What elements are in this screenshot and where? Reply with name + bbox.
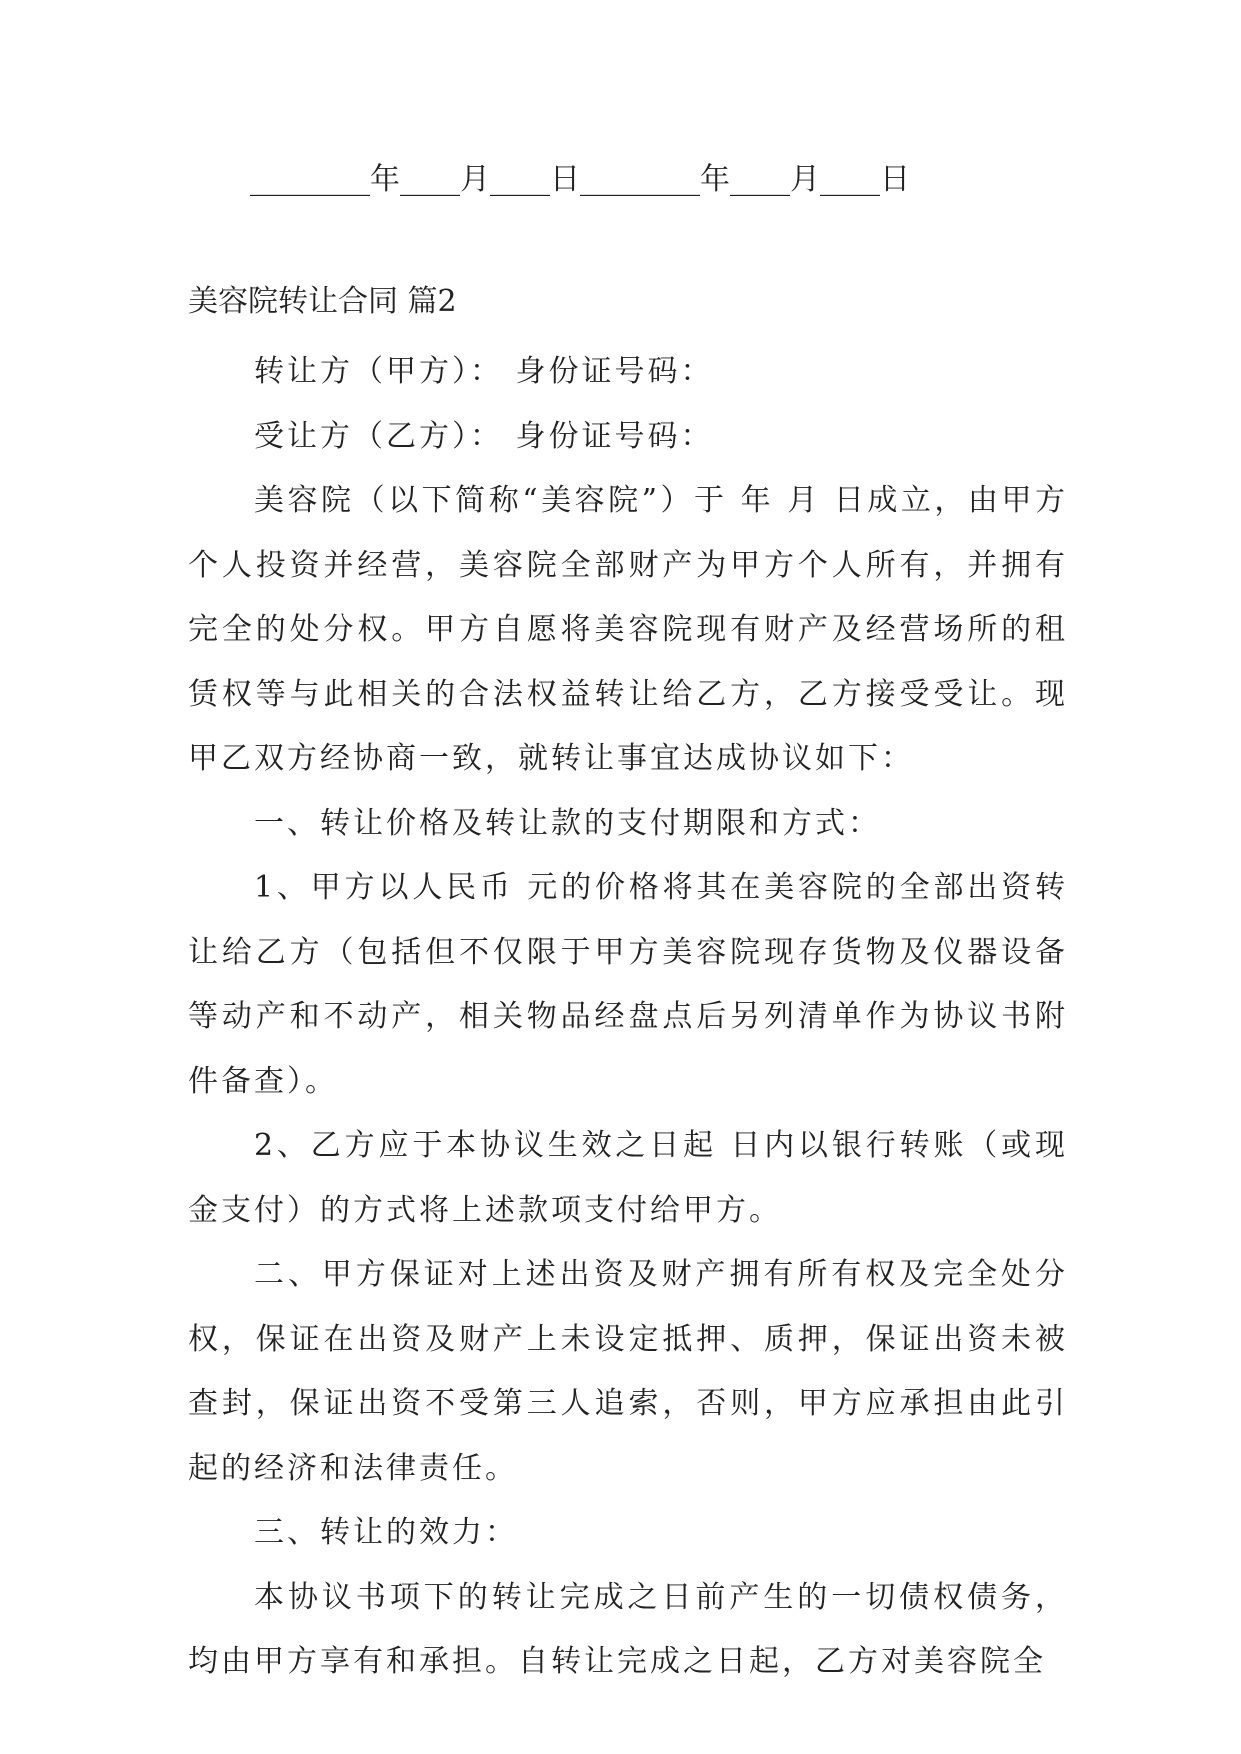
body-paragraph: 二、甲方保证对上述出资及财产拥有所有权及完全处分权，保证在出资及财产上未设定抵押、质押，保证出资未被查封，保证出资不受第三人追索，否则，甲方应承担由此引起的经济和法律责任。 [188, 1257, 1068, 1486]
section-heading: 三、转让的效力： [254, 1515, 518, 1550]
signature-date-line: ________年____月____日________年____月____日 [250, 162, 910, 197]
contract-title: 美容院转让合同 篇2 [188, 284, 457, 319]
body-paragraph: 本协议书项下的转让完成之日前产生的一切债权债务，均由甲方享有和承担。自转让完成之日起，乙方对美容院全 [188, 1579, 1068, 1679]
body-paragraph: 美容院（以下简称“美容院”）于 年 月 日成立，由甲方个人投资并经营，美容院全部财产为甲方个人所有，并拥有完全的处分权。甲方自愿将美容院现有财产及经营场所的租赁权等与此相关的合法权益转让给乙方，乙方接受受让。现甲乙双方经协商一致，就转让事宜达成协议如下： [188, 483, 1068, 776]
transferee-line: 受让方（乙方）： 身份证号码： [254, 418, 714, 454]
contract-body [188, 340, 1068, 1695]
body-paragraph: 1、甲方以人民币 元的价格将其在美容院的全部出资转让给乙方（包括但不仅限于甲方美容院现存货物及仪器设备等动产和不动产，相关物品经盘点后另列清单作为协议书附件备查）。 [188, 870, 1068, 1099]
body-paragraph: 2、乙方应于本协议生效之日起 日内以银行转账（或现金支付）的方式将上述款项支付给甲方。 [188, 1128, 1068, 1228]
transferor-line: 转让方（甲方）： 身份证号码： [254, 354, 714, 389]
section-heading: 一、转让价格及转让款的支付期限和方式： [254, 805, 881, 841]
